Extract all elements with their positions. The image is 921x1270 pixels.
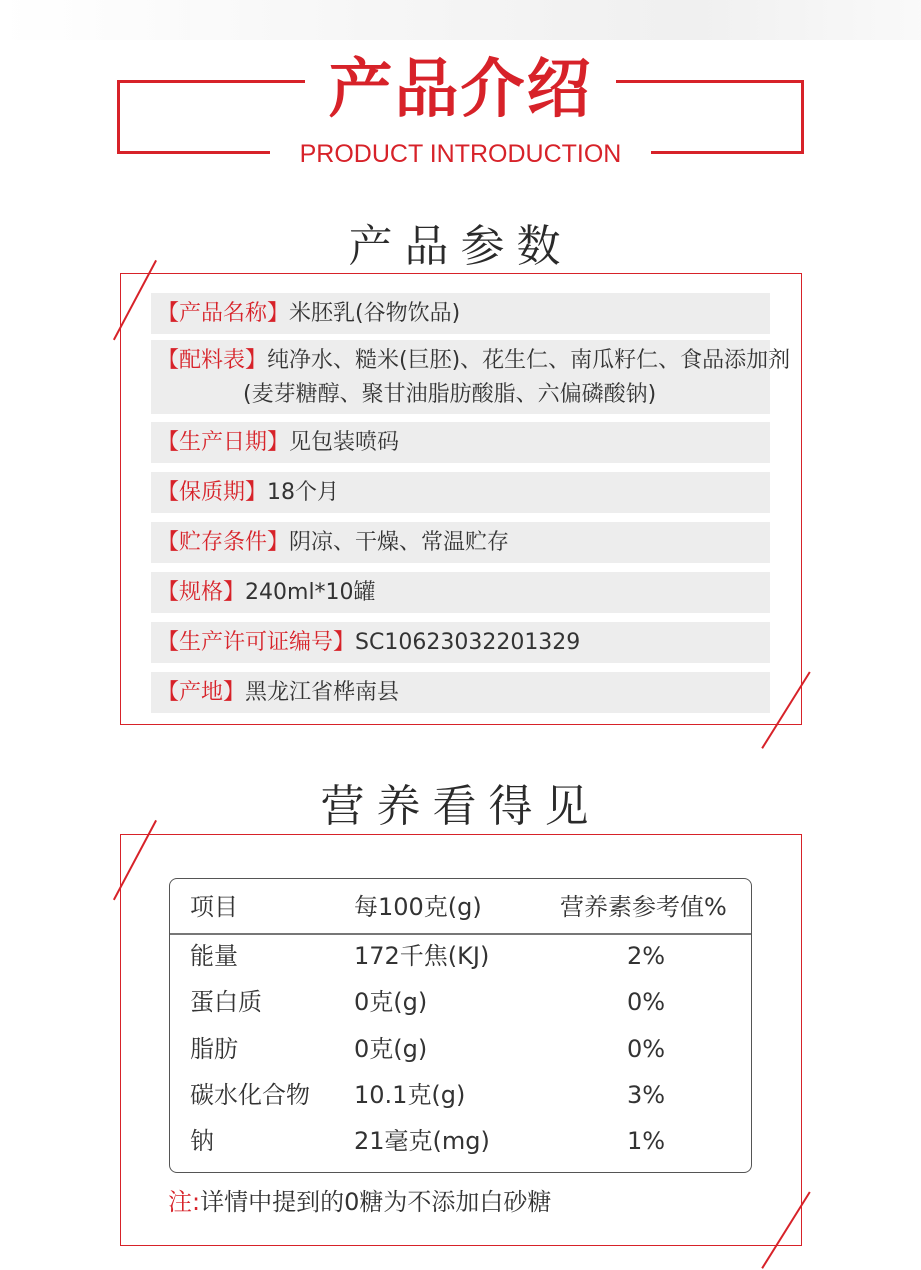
table-cell-amount: 0克(g) [354,988,428,1016]
param-label: 【生产许可证编号】 [157,630,356,655]
param-value: 米胚乳(谷物饮品) [289,301,461,326]
footnote-label: 注: [168,1188,201,1216]
table-cell-nrv: 1% [627,1127,666,1155]
table-cell-item: 脂肪 [190,1035,238,1063]
param-row-spec [151,572,770,613]
param-label: 【配料表】 [157,348,268,373]
param-value: 黑龙江省桦南县 [245,680,400,705]
table-cell-nrv: 0% [627,988,666,1016]
param-value: 240ml*10罐 [245,580,376,605]
table-cell-item: 蛋白质 [190,988,262,1016]
table-cell-item: 碳水化合物 [190,1081,310,1109]
table-cell-nrv: 2% [627,942,666,970]
param-row-origin [151,672,770,713]
param-value: 18个月 [267,480,340,505]
param-label: 【生产日期】 [157,430,290,455]
table-cell-amount: 0克(g) [354,1035,428,1063]
param-label: 【规格】 [157,580,246,605]
table-header-per100g: 每100克(g) [354,893,482,921]
table-cell-amount: 10.1克(g) [354,1081,466,1109]
table-cell-nrv: 3% [627,1081,666,1109]
param-row-license [151,622,770,663]
param-row-production-date [151,422,770,463]
page-subtitle: PRODUCT INTRODUCTION [270,136,651,172]
param-row-shelf-life [151,472,770,513]
nutrition-table [169,878,752,1173]
table-cell-amount: 21毫克(mg) [354,1127,490,1155]
table-header-item: 项目 [190,893,238,921]
table-cell-item: 钠 [190,1127,214,1155]
params-section-title: 产品参数 [348,221,573,272]
table-header-divider [170,933,751,935]
table-cell-item: 能量 [190,942,238,970]
param-label: 【保质期】 [157,480,268,505]
footnote-text: 详情中提到的0糖为不添加白砂糖 [200,1188,552,1216]
param-row-ingredients [151,340,791,414]
footnote [168,1182,551,1217]
param-label: 【产地】 [157,680,246,705]
param-value: 纯净水、糙米(巨胚)、花生仁、南瓜籽仁、食品添加剂 [267,348,791,373]
nutrition-section-title: 营养看得见 [320,781,601,832]
param-row-storage [151,522,770,563]
param-value-continued: (麦芽糖醇、聚甘油脂肪酸脂、六偏磷酸钠) [243,382,657,407]
param-label: 【贮存条件】 [157,530,290,555]
param-value: 阴凉、干燥、常温贮存 [289,530,510,555]
param-value: SC10623032201329 [355,630,581,655]
table-header-nrv: 营养素参考值% [560,893,727,921]
param-label: 【产品名称】 [157,301,290,326]
param-row-name [151,293,770,334]
table-cell-amount: 172千焦(KJ) [354,942,490,970]
top-background-shade [0,0,921,40]
param-value: 见包装喷码 [289,430,400,455]
page-title: 产品介绍 [305,52,616,128]
table-cell-nrv: 0% [627,1035,666,1063]
